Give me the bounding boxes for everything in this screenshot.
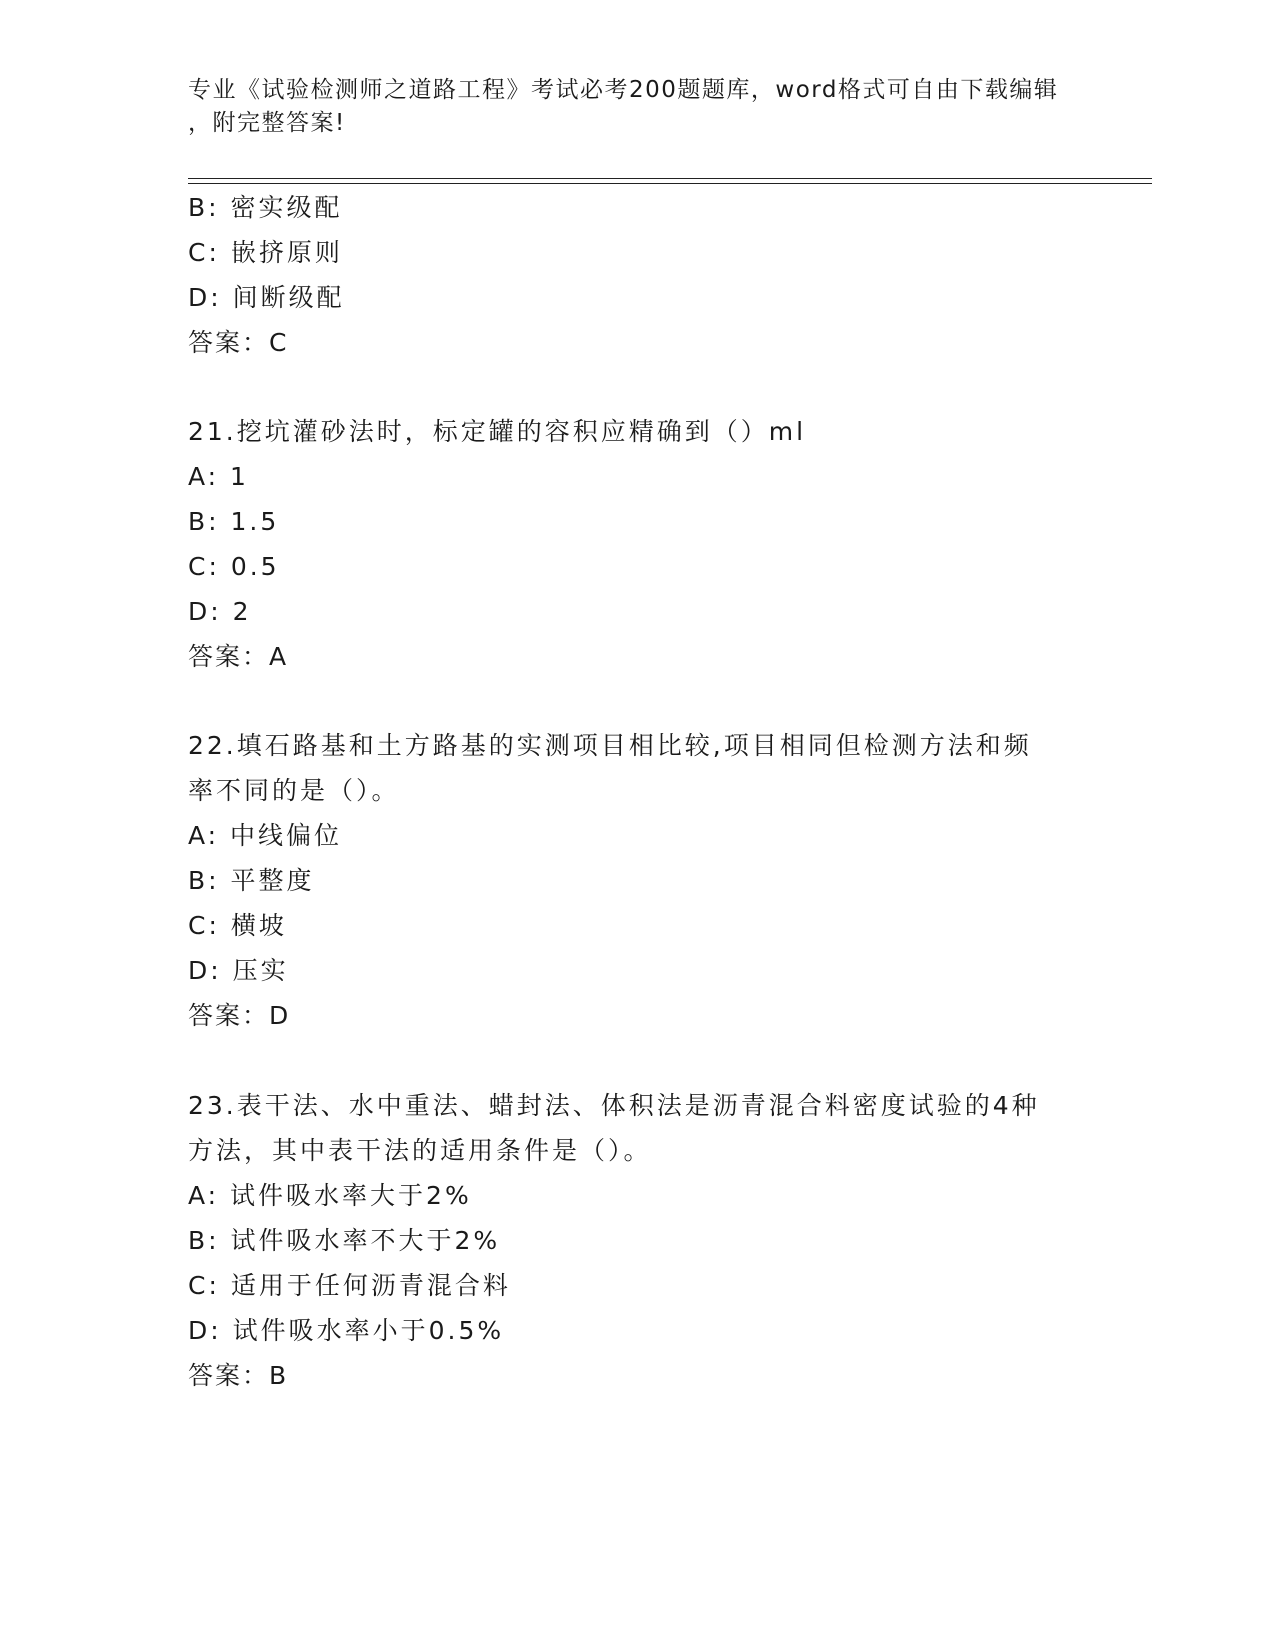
prev-option-d: D: 间断级配 [188, 283, 345, 312]
q22-option-a: A: 中线偏位 [188, 821, 343, 850]
header-divider-bottom [188, 183, 1152, 184]
q23-option-d: D: 试件吸水率小于0.5% [188, 1316, 505, 1345]
q21-answer: 答案：A [188, 642, 289, 671]
q21-option-c: C: 0.5 [188, 552, 280, 581]
q23-stem-line-2: 方法，其中表干法的适用条件是（）。 [188, 1136, 652, 1165]
q23-option-a: A: 试件吸水率大于2% [188, 1181, 472, 1210]
q22-stem-line-1: 22.填石路基和土方路基的实测项目相比较,项目相同但检测方法和频 [188, 731, 1032, 760]
q21-option-a: A: 1 [188, 462, 249, 491]
header-title-line-1: 专业《试验检测师之道路工程》考试必考200题题库，word格式可自由下载编辑 [188, 77, 1059, 103]
q23-stem-line-1: 23.表干法、水中重法、蜡封法、体积法是沥青混合料密度试验的4种 [188, 1091, 1040, 1120]
prev-option-c: C: 嵌挤原则 [188, 238, 343, 267]
header-title-line-2: ，附完整答案! [188, 110, 346, 136]
q21-option-d: D: 2 [188, 597, 252, 626]
q22-option-d: D: 压实 [188, 956, 289, 985]
q23-option-b: B: 试件吸水率不大于2% [188, 1226, 501, 1255]
q22-stem-line-2: 率不同的是（）。 [188, 776, 400, 805]
q23-answer: 答案：B [188, 1361, 289, 1390]
q21-option-b: B: 1.5 [188, 507, 280, 536]
q23-option-c: C: 适用于任何沥青混合料 [188, 1271, 511, 1300]
prev-option-b: B: 密实级配 [188, 193, 343, 222]
q22-answer: 答案：D [188, 1001, 291, 1030]
document-header [188, 74, 1068, 140]
q22-option-c: C: 横坡 [188, 911, 287, 940]
header-divider-top [188, 178, 1152, 179]
q22-option-b: B: 平整度 [188, 866, 315, 895]
q21-stem: 21.挖坑灌砂法时，标定罐的容积应精确到（）ml [188, 417, 807, 446]
prev-answer: 答案：C [188, 328, 289, 357]
